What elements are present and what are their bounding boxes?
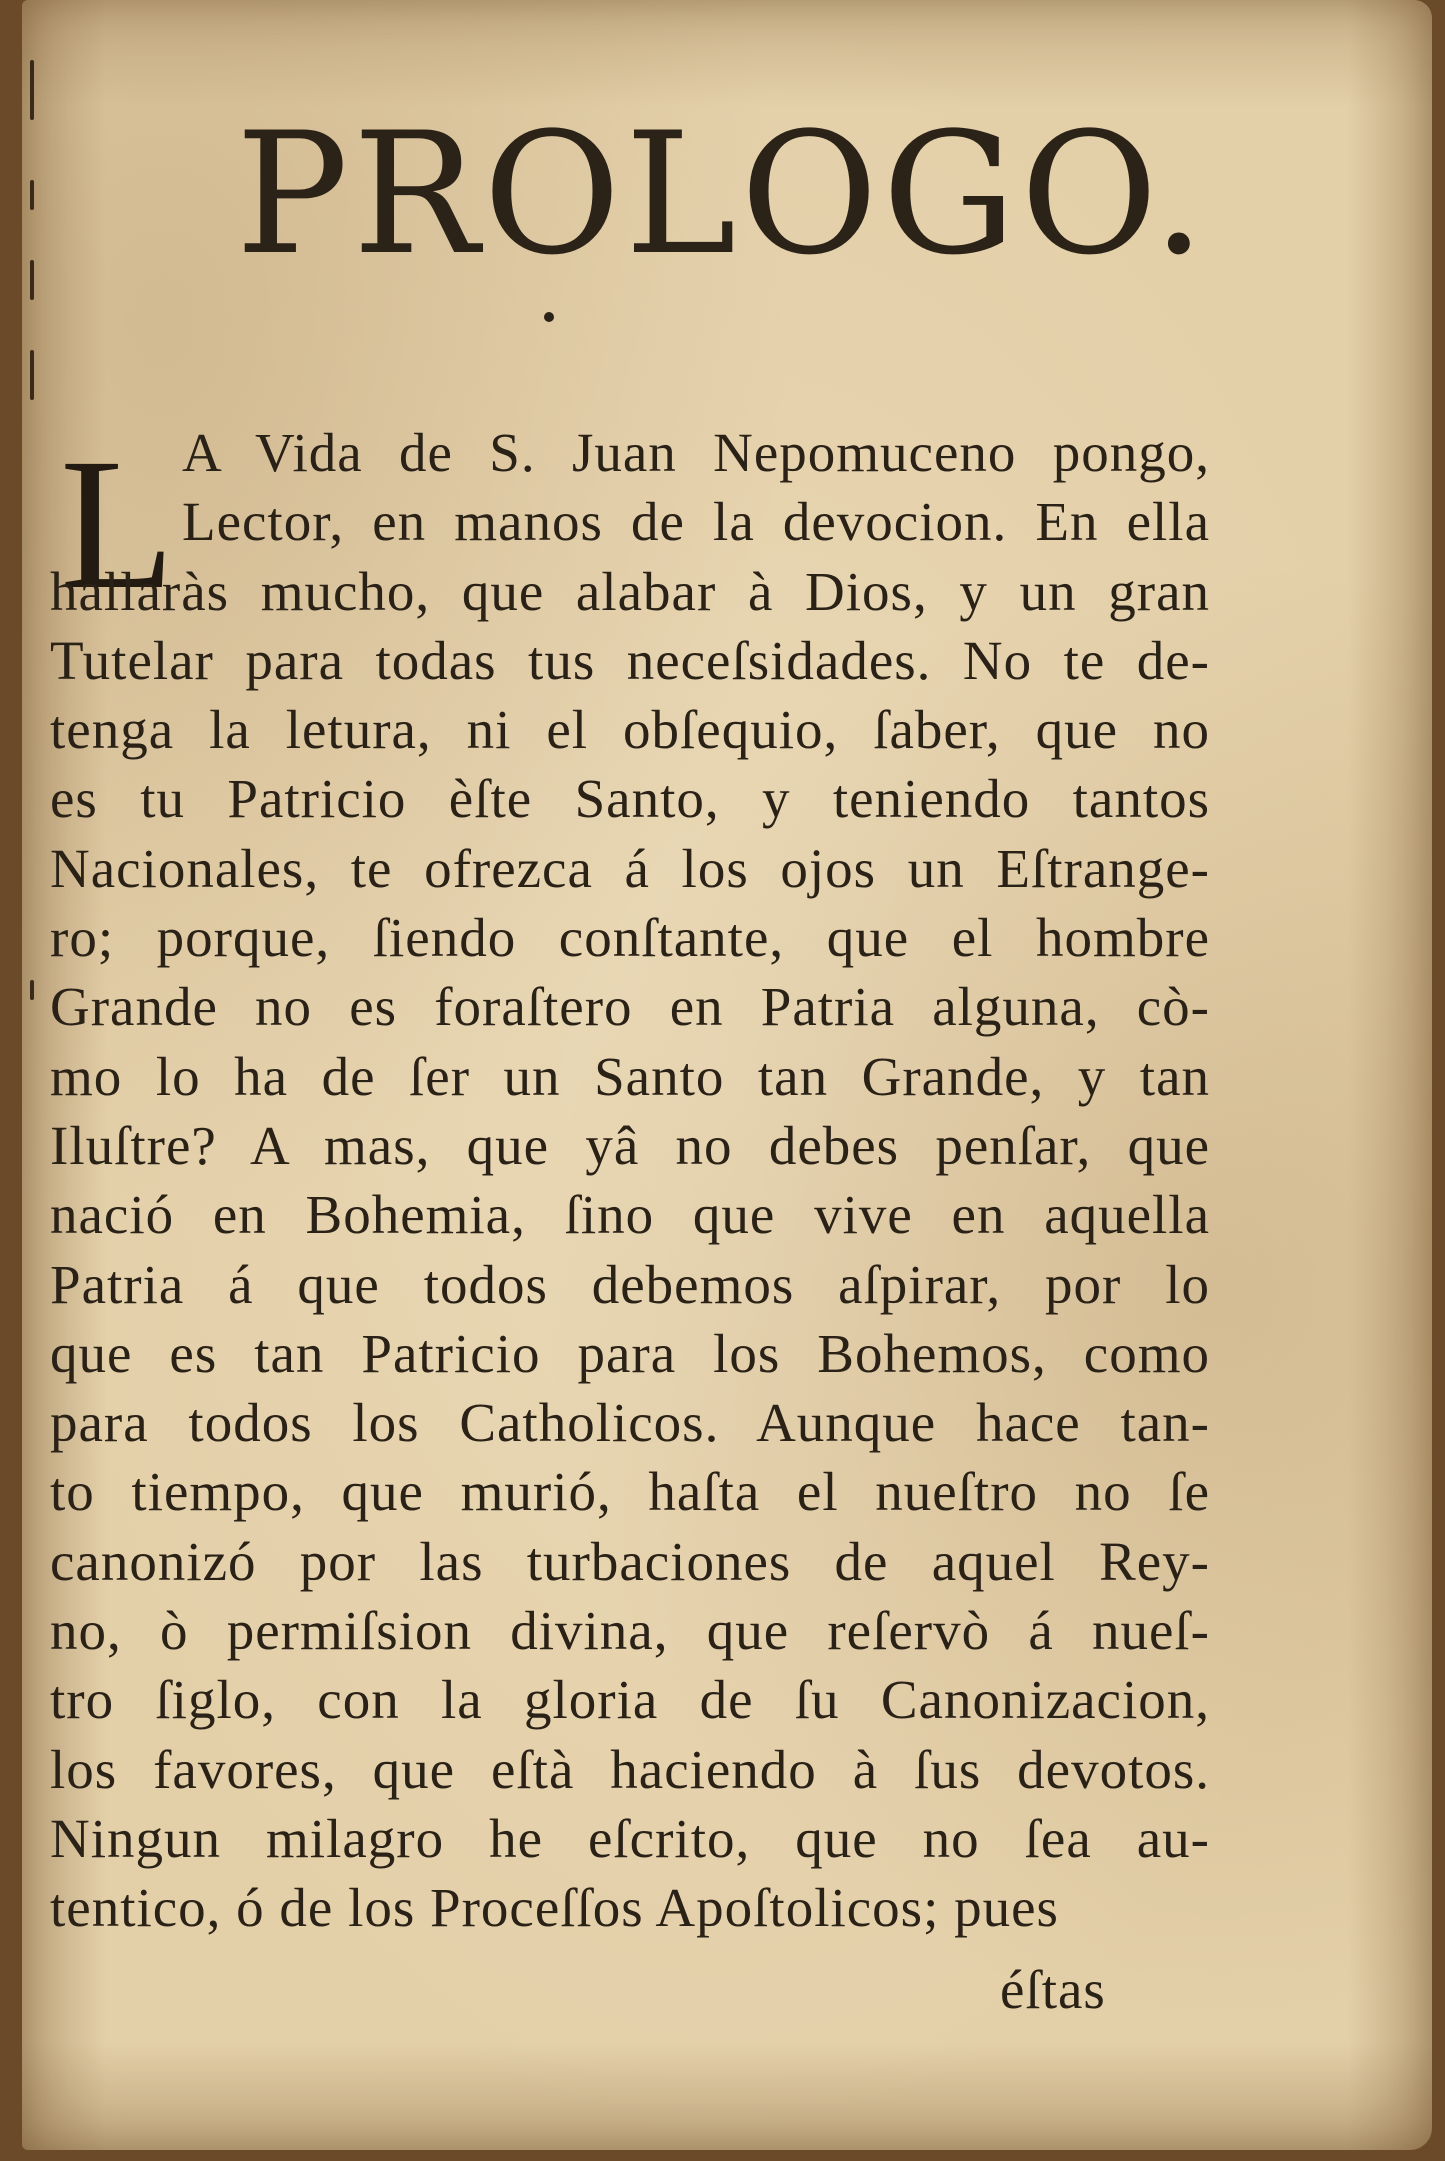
text-line: Patria á que todos debemos aſpirar, por lo bbox=[50, 1253, 1210, 1315]
text-line: hallaràs mucho, que alabar à Dios, y un gran bbox=[50, 560, 1210, 622]
text-line: tro ſiglo, con la gloria de ſu Canonizacion, bbox=[50, 1669, 1210, 1731]
text-line: los favores, que eſtà haciendo à ſus devotos. bbox=[50, 1738, 1210, 1800]
text-line: Ningun milagro he eſcrito, que no ſea au- bbox=[50, 1807, 1210, 1869]
text-line: tentico, ó de los Proceſſos Apoſtolicos; pues bbox=[50, 1877, 1059, 1939]
text-line: para todos los Catholicos. Aunque hace tan- bbox=[50, 1392, 1210, 1454]
text-line: es tu Patricio èſte Santo, y teniendo tantos bbox=[50, 768, 1210, 830]
text-line: Grande no es foraſtero en Patria alguna, cò- bbox=[50, 976, 1210, 1038]
catchword: éſtas bbox=[1000, 1959, 1106, 2020]
text-line: nació en Bohemia, ſino que vive en aquella bbox=[50, 1184, 1210, 1246]
page-title: PROLOGO. bbox=[235, 96, 1210, 292]
body-text bbox=[50, 418, 1210, 1943]
drop-cap: L bbox=[60, 419, 175, 628]
text-line: to tiempo, que murió, haſta el nueſtro no ſe bbox=[50, 1461, 1210, 1523]
edge-mark bbox=[30, 350, 34, 400]
text-line: Nacionales, te ofrezca á los ojos un Eſtrange- bbox=[50, 837, 1210, 899]
text-line: A Vida de S. Juan Nepomuceno pongo, bbox=[182, 422, 1210, 483]
text-line: Iluſtre? A mas, que yâ no debes penſar, que bbox=[50, 1114, 1210, 1176]
text-line: que es tan Patricio para los Bohemos, como bbox=[50, 1322, 1210, 1384]
text-line: tenga la letura, ni el obſequio, ſaber, que no bbox=[50, 699, 1210, 761]
edge-mark bbox=[30, 980, 34, 1000]
text-line: mo lo ha de ſer un Santo tan Grande, y tan bbox=[50, 1045, 1210, 1107]
text-line: ro; porque, ſiendo conſtante, que el hombre bbox=[50, 907, 1210, 969]
text-line: Lector, en manos de la devocion. En ella bbox=[182, 491, 1210, 553]
text-line: canonizó por las turbaciones de aquel Rey- bbox=[50, 1530, 1210, 1592]
ornament-dot bbox=[544, 312, 554, 322]
text-line: Tutelar para todas tus neceſsidades. No te de- bbox=[50, 629, 1210, 691]
text-line: no, ò permiſsion divina, que reſervò á nueſ- bbox=[50, 1600, 1210, 1662]
